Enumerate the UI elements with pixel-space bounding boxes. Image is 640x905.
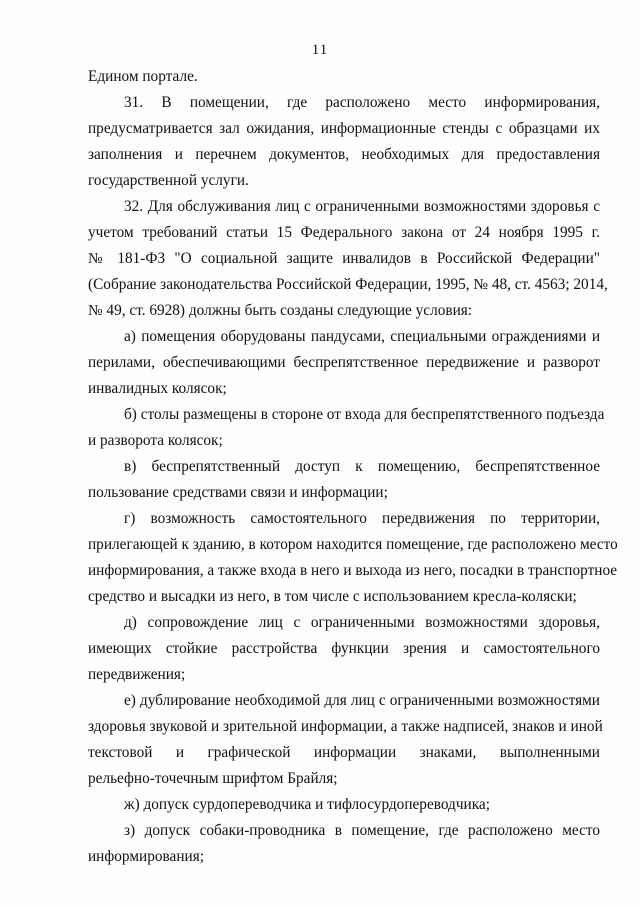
paragraph-d: [88, 610, 600, 688]
text-line: текстовой и графической информации знаками, выполненными: [88, 744, 600, 761]
text-line: информирования;: [88, 848, 204, 865]
page-number: 11: [311, 42, 329, 58]
text-line: а) помещения оборудованы пандусами, специальными ограждениями и: [124, 328, 600, 345]
paragraph-z: [88, 818, 600, 870]
text-line: 31. В помещении, где расположено место информирования,: [124, 94, 600, 111]
text-line: предусматривается зал ожидания, информационные стенды с образцами их: [88, 120, 600, 137]
text-line: здоровья звуковой и зрительной информации, а также надписей, знаков и иной: [88, 718, 603, 735]
text-line: (Собрание законодательства Российской Федерации, 1995, № 48, ст. 4563; 2014,: [88, 276, 608, 293]
text-line: 32. Для обслуживания лиц с ограниченными возможностями здоровья с: [124, 198, 600, 215]
text-line: средство и высадки из него, в том числе с использованием кресла-коляски;: [88, 588, 577, 605]
text-line: № 181-ФЗ "О социальной защите инвалидов в Российской Федерации": [88, 250, 600, 267]
text-line: Едином портале.: [88, 68, 198, 85]
paragraph-g: [88, 506, 618, 610]
text-line: передвижения;: [88, 666, 186, 683]
text-line: г) возможность самостоятельного передвижения по территории,: [124, 510, 600, 527]
text-line: пользование средствами связи и информации;: [88, 484, 388, 501]
text-line: в) беспрепятственный доступ к помещению, беспрепятственное: [124, 458, 600, 475]
text-line: заполнения и перечнем документов, необходимых для предоставления: [88, 146, 600, 163]
text-line: е) дублирование необходимой для лиц с ограниченными возможностями: [124, 692, 600, 709]
paragraph-zh: [88, 792, 600, 818]
text-line: № 49, ст. 6928) должны быть созданы следующие условия:: [88, 302, 473, 319]
paragraph-31: [88, 90, 600, 194]
text-line: и разворота колясок;: [88, 432, 223, 449]
text-line: информирования, а также входа в него и выхода из него, посадки в транспортное: [88, 562, 618, 579]
text-line: д) сопровождение лиц с ограниченными возможностями здоровья,: [124, 614, 600, 631]
paragraph-v: [88, 454, 600, 506]
paragraph-continuation: [88, 64, 600, 90]
paragraph-a: [88, 324, 600, 402]
text-line: з) допуск собаки-проводника в помещение, где расположено место: [124, 822, 600, 839]
text-line: государственной услуги.: [88, 172, 249, 189]
paragraph-32: [88, 194, 608, 324]
document-body: [88, 64, 618, 870]
text-line: перилами, обеспечивающими беспрепятственное передвижение и разворот: [88, 354, 600, 371]
text-line: инвалидных колясок;: [88, 380, 227, 397]
paragraph-b: [88, 402, 605, 454]
text-line: рельефно-точечным шрифтом Брайля;: [88, 770, 338, 787]
text-line: учетом требований статьи 15 Федерального закона от 24 ноября 1995 г.: [88, 224, 600, 241]
text-line: б) столы размещены в стороне от входа для беспрепятственного подъезда: [124, 406, 605, 423]
text-line: ж) допуск сурдопереводчика и тифлосурдопереводчика;: [124, 796, 490, 813]
text-line: имеющих стойкие расстройства функции зрения и самостоятельного: [88, 640, 600, 657]
text-line: прилегающей к зданию, в котором находится помещение, где расположено место: [88, 536, 618, 553]
paragraph-e: [88, 688, 603, 792]
